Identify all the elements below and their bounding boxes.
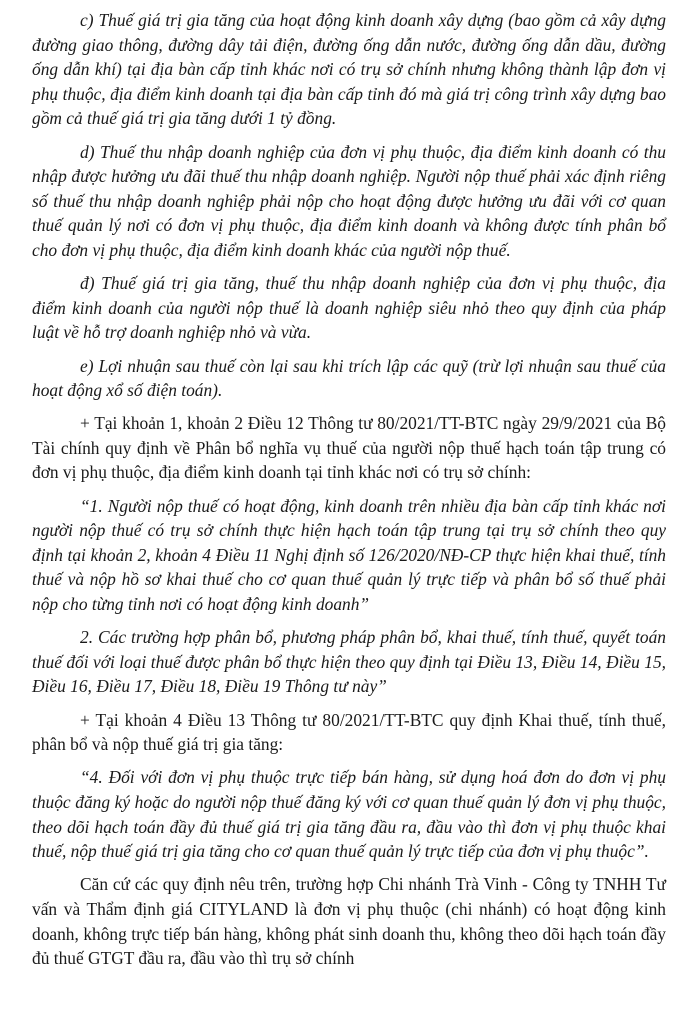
document-page bbox=[32, 8, 666, 979]
quote-clause-1: “1. Người nộp thuế có hoạt động, kinh doanh trên nhiều địa bàn cấp tỉnh khác nơi người nộp thuế có trụ sở chính thực hiện hạch toán tập trung tại trụ sở chính theo quy định tại khoản 2, khoản 4 Điều 11 Nghị định số 126/2020/NĐ-CP thực hiện khai thuế, tính thuế và nộp hồ sơ khai thuế cho cơ quan thuế quản lý trực tiếp và phân bổ số thuế phải nộp cho từng tỉnh nơi có hoạt động kinh doanh” bbox=[32, 495, 666, 615]
paragraph-article-12: + Tại khoản 1, khoản 2 Điều 12 Thông tư 80/2021/TT-BTC ngày 29/9/2021 của Bộ Tài chính quy định về Phân bổ nghĩa vụ thuế của người nộp thuế hạch toán tập trung có đơn vị phụ thuộc, địa điểm kinh doanh tại tỉnh khác nơi có trụ sở chính: bbox=[32, 413, 666, 483]
paragraph-d: d) Thuế thu nhập doanh nghiệp của đơn vị phụ thuộc, địa điểm kinh doanh có thu nhập được hưởng ưu đãi thuế thu nhập doanh nghiệp. Người nộp thuế phải xác định riêng số thuế thu nhập doanh nghiệp phải nộp cho hoạt động được hưởng ưu đãi với cơ quan thuế quản lý nơi có đơn vị phụ thuộc, địa điểm kinh doanh và không được tính phân bổ cho đơn vị phụ thuộc, địa điểm kinh doanh khác của người nộp thuế. bbox=[32, 141, 666, 260]
paragraph-dd: đ) Thuế giá trị gia tăng, thuế thu nhập doanh nghiệp của đơn vị phụ thuộc, địa điểm kinh doanh của người nộp thuế là doanh nghiệp siêu nhỏ theo quy định của pháp luật về hỗ trợ doanh nghiệp nhỏ và vừa. bbox=[32, 273, 666, 343]
quote-clause-4: “4. Đối với đơn vị phụ thuộc trực tiếp bán hàng, sử dụng hoá đơn do đơn vị phụ thuộc đăng ký hoặc do người nộp thuế đăng ký với cơ quan thuế quản lý đơn vị phụ thuộc, theo dõi hạch toán đầy đủ thuế giá trị gia tăng đầu ra, đầu vào thì đơn vị phụ thuộc khai thuế, nộp thuế giá trị gia tăng cho cơ quan thuế quản lý trực tiếp của đơn vị phụ thuộc”. bbox=[32, 767, 666, 862]
paragraph-conclusion: Căn cứ các quy định nêu trên, trường hợp Chi nhánh Trà Vinh - Công ty TNHH Tư vấn và Thẩm định giá CITYLAND là đơn vị phụ thuộc (chi nhánh) có hoạt động kinh doanh, không trực tiếp bán hàng, không phát sinh doanh thu, không theo dõi hạch toán đầy đủ thuế GTGT đầu ra, đầu vào thì trụ sở chính bbox=[32, 874, 666, 969]
paragraph-article-13: + Tại khoản 4 Điều 13 Thông tư 80/2021/TT-BTC quy định Khai thuế, tính thuế, phân bổ và nộp thuế giá trị gia tăng: bbox=[32, 709, 666, 755]
paragraph-e: e) Lợi nhuận sau thuế còn lại sau khi trích lập các quỹ (trừ lợi nhuận sau thuế của hoạt động xổ số điện toán). bbox=[32, 355, 666, 401]
paragraph-c: c) Thuế giá trị gia tăng của hoạt động kinh doanh xây dựng (bao gồm cả xây dựng đường giao thông, đường dây tải điện, đường ống dẫn nước, đường ống dẫn dầu, đường ống dẫn khí) tại địa bàn cấp tỉnh khác nơi có trụ sở chính nhưng không thành lập đơn vị phụ thuộc, địa điểm kinh doanh tại địa bàn cấp tỉnh đó mà giá trị công trình xây dựng bao gồm cả thuế giá trị gia tăng dưới 1 tỷ đồng. bbox=[32, 10, 666, 129]
quote-clause-2: 2. Các trường hợp phân bổ, phương pháp phân bổ, khai thuế, tính thuế, quyết toán thuế đối với loại thuế được phân bổ thực hiện theo quy định tại Điều 13, Điều 14, Điều 15, Điều 16, Điều 17, Điều 18, Điều 19 Thông tư này” bbox=[32, 627, 666, 697]
